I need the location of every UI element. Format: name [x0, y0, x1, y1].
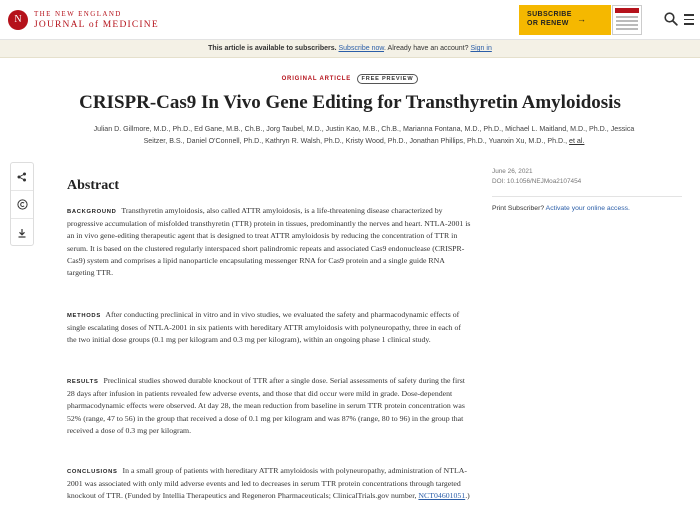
logo-line-1: THE NEW ENGLAND: [34, 10, 122, 18]
author-list: [74, 123, 654, 147]
conclusions-label: CONCLUSIONS: [67, 469, 118, 475]
share-button[interactable]: [11, 163, 33, 191]
abstract-background: [67, 205, 472, 279]
article-tools: [10, 162, 34, 246]
subscribe-line-2: OR RENEW: [527, 20, 569, 27]
et-al-link[interactable]: et al.: [569, 137, 585, 145]
authors-line-1: Julian D. Gillmore, M.D., Ph.D., Ed Gane, M.B., Ch.B., Jorg Taubel, M.D., Justin Kao, M.B., Ch.B., Marianna Fontana, M.D., Ph.D., Michael L. Maitland, M.D., Ph.D., Jessica: [93, 125, 635, 133]
background-text: Transthyretin amyloidosis, also called ATTR amyloidosis, is a life-threatening disease characterized by progressive accumulation of misfolded transthyretin (TTR) protein in tissues, predominantly the nerves and heart. NTLA-2001 is an in vivo gene-editing therapeutic agent that is designed to treat ATTR amyloidosis by reducing the concentration of TTR in serum. It is based on the clustered regularly interspaced short palindromic repeats and associated Cas9 endonuclease (CRISPR-Cas9) system and comprises a lipid nanoparticle encapsulating messenger RNA for Cas9 protein and a single guide RNA targeting TTR.: [67, 206, 471, 278]
subscriber-notice: [0, 40, 700, 58]
print-subscriber-notice: [492, 205, 630, 212]
copyright-icon: [17, 199, 28, 210]
article-type-row: [0, 74, 700, 84]
conclusions-text: In a small group of patients with hereditary ATTR amyloidosis with polyneuropathy, administration of NTLA-2001 was associated with only mild adverse events and led to decreases in serum TTR protein concentrations through targeted knockout of TTR. (Funded by Intellia Therapeutics and Regeneron Pharmaceuticals; ClinicalTrials.gov number,: [67, 466, 467, 501]
abstract-heading: Abstract: [67, 178, 120, 193]
methods-label: METHODS: [67, 313, 101, 319]
subscribe-now-link[interactable]: Subscribe now: [338, 45, 385, 52]
activate-access-link[interactable]: Activate your online access.: [545, 205, 630, 212]
abstract-results: [67, 375, 472, 437]
permissions-button[interactable]: [11, 191, 33, 219]
abstract-methods: [67, 309, 472, 347]
nejm-logo[interactable]: [8, 9, 159, 31]
conclusions-end: .): [465, 491, 470, 501]
authors-line-2-wrap: [74, 135, 654, 147]
download-icon: [17, 228, 27, 238]
share-icon: [17, 172, 27, 182]
background-label: BACKGROUND: [67, 209, 117, 215]
publication-date: June 26, 2021: [492, 168, 533, 175]
doi-text: DOI: 10.1056/NEJMoa2107454: [492, 178, 582, 185]
article-title: CRISPR-Cas9 In Vivo Gene Editing for Transthyretin Amyloidosis: [79, 92, 621, 113]
print-subscriber-text: Print Subscriber?: [492, 205, 545, 212]
notice-mid-text: . Already have an account?: [384, 45, 469, 52]
journal-cover-thumbnail[interactable]: [612, 5, 642, 35]
sign-in-link[interactable]: Sign in: [470, 45, 492, 52]
search-icon[interactable]: [664, 12, 678, 26]
site-header: [0, 0, 700, 40]
article-type-label: ORIGINAL ARTICLE: [281, 76, 352, 82]
results-label: RESULTS: [67, 379, 99, 385]
authors-line-2: Seitzer, B.S., Daniel O'Connell, Ph.D., Kathryn R. Walsh, Ph.D., Kristy Wood, Ph.D., Jonathan Phillips, Ph.D., Yuanxin Xu, M.D., Ph.D.,: [143, 137, 568, 145]
results-text: Preclinical studies showed durable knockout of TTR after a single dose. Serial assessments of safety during the first 28 days after infusion in patients revealed few adverse events, and those that did occur were mild in grade. Dose-dependent pharmacodynamic effects were observed. At day 28, the mean reduction from baseline in serum TTR protein concentration was 52% (range, 47 to 56) in the group that received a dose of 0.1 mg per kilogram and was 87% (range, 80 to 96) in the group that received a dose of 0.3 mg per kilogram.: [67, 376, 465, 435]
methods-text: After conducting preclinical in vitro and in vivo studies, we evaluated the safety and pharmacodynamic effects of single escalating doses of NTLA-2001 in six patients with hereditary ATTR amyloidosis with polyneuropathy, three in each of the two initial dose groups (0.1 mg per kilogram and 0.3 mg per kilogram), within an ongoing phase 1 clinical study.: [67, 310, 462, 345]
logo-text: [34, 9, 159, 31]
meta-divider: [492, 196, 682, 197]
free-preview-badge: FREE PREVIEW: [357, 74, 419, 84]
article-meta: [492, 167, 682, 187]
menu-icon[interactable]: [684, 14, 694, 25]
notice-text: This article is available to subscribers.: [208, 45, 337, 52]
download-pdf-button[interactable]: [11, 219, 33, 247]
clinicaltrials-link[interactable]: NCT04601051: [418, 491, 466, 501]
abstract-conclusions: [67, 465, 472, 503]
subscribe-line-1: SUBSCRIBE: [527, 11, 572, 18]
subscribe-button[interactable]: [519, 5, 611, 35]
nejm-seal-icon: N: [8, 10, 28, 30]
logo-line-2: JOURNAL of MEDICINE: [34, 20, 159, 30]
arrow-right-icon: →: [577, 14, 587, 24]
